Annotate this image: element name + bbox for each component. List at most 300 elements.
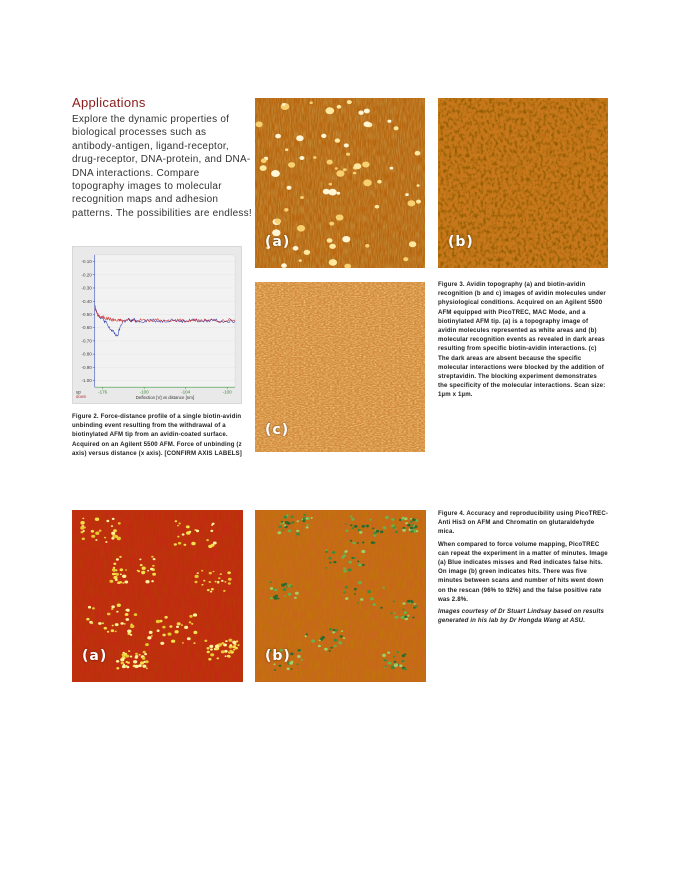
afm-feature xyxy=(391,518,395,521)
afm-feature xyxy=(233,649,235,651)
afm-feature xyxy=(151,556,154,558)
x-axis-label: Deflection [V] vs distance [nm] xyxy=(135,395,195,401)
afm-feature xyxy=(306,526,309,528)
afm-feature xyxy=(327,238,333,243)
afm-feature xyxy=(208,545,212,548)
afm-feature xyxy=(130,656,133,658)
fig4-caption-title: Figure 4. Accuracy and reproducibility using PicoTREC- Anti His3 on AFM and Chromatin on glutaraldehyde mica. xyxy=(438,510,609,536)
afm-feature xyxy=(380,531,383,534)
afm-feature xyxy=(299,156,304,160)
afm-feature xyxy=(232,641,236,644)
afm-feature xyxy=(220,573,222,575)
afm-feature xyxy=(149,631,153,634)
afm-feature xyxy=(98,622,102,625)
afm-feature xyxy=(401,660,404,662)
afm-feature xyxy=(337,105,342,109)
afm-feature xyxy=(280,523,282,525)
afm-feature xyxy=(120,568,124,571)
afm-feature xyxy=(139,559,141,561)
afm-feature xyxy=(144,653,147,655)
afm-feature xyxy=(329,259,337,266)
x-tick-label: -104 xyxy=(181,389,191,395)
afm-feature xyxy=(304,250,311,255)
afm-feature xyxy=(345,523,347,525)
afm-feature xyxy=(145,660,149,663)
afm-feature xyxy=(152,565,155,567)
afm-feature xyxy=(281,521,283,523)
afm-feature xyxy=(162,634,165,637)
afm-feature xyxy=(116,611,118,613)
afm-feature xyxy=(329,650,331,652)
afm-feature xyxy=(328,557,331,560)
afm-feature xyxy=(145,643,149,646)
afm-feature xyxy=(325,107,334,114)
afm-feature xyxy=(343,637,345,639)
afm-feature xyxy=(343,591,346,593)
afm-feature xyxy=(358,529,361,532)
afm-feature xyxy=(286,586,288,588)
fig3b-label: (b) xyxy=(448,234,474,250)
afm-feature xyxy=(284,208,288,212)
afm-feature xyxy=(117,604,121,607)
fig2-force-distance-chart xyxy=(72,246,242,404)
fig3-caption-text: Figure 3. Avidin topography (a) and biotin-avidin recognition (b and c) images of avidin molecules under physiological conditions. Acquired on an Agilent 5500 AFM equipped with PicoTREC, MAC Mode, and a biotinylated AFM tip. (a) is a topography image of avidin molecules represented as white areas and (b) molecular recognition events as revealed in dark areas resulting from specific biotin-avidin interactions. (c) The dark areas are absent because the specific molecular interactions were blocked by the addition of streptavidin. The blocking experiment demonstrates the specificity of the molecular interactions. Scan size: 1µm x 1µm. xyxy=(438,281,606,399)
afm-feature xyxy=(109,580,113,583)
afm-feature xyxy=(335,629,338,631)
afm-feature xyxy=(191,623,193,625)
afm-feature xyxy=(410,527,414,530)
afm-feature xyxy=(354,525,358,528)
afm-feature xyxy=(137,570,139,572)
afm-feature xyxy=(116,667,119,669)
afm-feature xyxy=(228,639,232,642)
afm-feature xyxy=(362,542,365,544)
afm-feature xyxy=(376,530,379,533)
afm-feature xyxy=(270,587,273,590)
afm-feature xyxy=(373,532,376,535)
afm-feature xyxy=(408,524,410,526)
afm-feature xyxy=(405,618,408,621)
afm-feature xyxy=(325,567,327,569)
afm-feature xyxy=(112,534,116,537)
afm-feature xyxy=(291,522,294,524)
afm-feature xyxy=(345,530,348,532)
afm-feature xyxy=(345,597,348,600)
afm-feature xyxy=(290,668,292,670)
afm-feature xyxy=(175,520,178,522)
afm-feature xyxy=(335,138,340,142)
afm-feature xyxy=(329,183,332,186)
afm-feature xyxy=(270,581,272,583)
afm-feature xyxy=(288,593,292,596)
afm-feature xyxy=(394,126,399,130)
afm-feature xyxy=(343,570,346,573)
afm-feature xyxy=(113,576,117,579)
afm-feature xyxy=(104,627,107,630)
afm-feature xyxy=(151,635,153,637)
afm-feature xyxy=(330,647,333,649)
afm-feature xyxy=(91,530,94,533)
afm-feature xyxy=(399,664,402,667)
afm-feature xyxy=(283,588,287,591)
afm-feature xyxy=(404,668,407,671)
afm-feature xyxy=(407,600,411,603)
afm-feature xyxy=(186,531,190,535)
afm-feature xyxy=(375,205,380,209)
afm-feature xyxy=(213,542,217,545)
afm-feature xyxy=(201,584,203,586)
afm-feature xyxy=(377,180,381,184)
afm-feature xyxy=(408,200,416,206)
afm-feature xyxy=(367,590,371,593)
fig3c-label: (c) xyxy=(265,422,290,438)
afm-feature xyxy=(282,529,284,531)
fig4a-label: (a) xyxy=(82,648,108,664)
afm-feature xyxy=(297,225,305,232)
y-tick-label: -0.50 xyxy=(81,312,92,318)
afm-feature xyxy=(295,592,299,595)
afm-feature xyxy=(83,530,85,532)
afm-feature xyxy=(415,605,418,607)
fig4b-label: (b) xyxy=(265,648,291,664)
afm-feature xyxy=(404,517,407,520)
afm-feature xyxy=(113,529,117,532)
afm-feature xyxy=(143,651,146,654)
afm-feature xyxy=(354,588,357,590)
fig4a-image xyxy=(72,510,243,682)
afm-feature xyxy=(380,607,383,609)
afm-feature xyxy=(88,606,91,609)
afm-feature xyxy=(142,567,146,570)
afm-feature xyxy=(402,529,406,532)
afm-feature xyxy=(303,514,306,516)
afm-feature xyxy=(296,135,303,141)
afm-feature xyxy=(232,645,236,648)
afm-feature xyxy=(277,598,279,600)
afm-feature xyxy=(80,521,84,524)
afm-feature xyxy=(311,639,315,642)
afm-feature xyxy=(311,517,313,519)
afm-feature xyxy=(111,605,115,608)
afm-feature xyxy=(350,524,352,526)
afm-feature xyxy=(127,630,131,633)
afm-feature xyxy=(104,537,106,539)
afm-feature xyxy=(329,628,332,631)
afm-feature xyxy=(130,634,132,636)
afm-feature xyxy=(261,158,267,163)
afm-feature xyxy=(145,580,149,583)
afm-feature xyxy=(227,571,231,574)
afm-feature xyxy=(302,520,305,523)
afm-feature xyxy=(390,612,392,614)
afm-feature xyxy=(115,631,117,633)
afm-feature xyxy=(112,625,114,627)
afm-feature xyxy=(402,654,405,657)
afm-feature xyxy=(84,527,86,529)
y-tick-label: -0.30 xyxy=(81,285,92,291)
afm-feature xyxy=(181,624,183,626)
afm-feature xyxy=(319,640,321,642)
afm-feature xyxy=(382,654,386,657)
afm-feature xyxy=(193,631,197,634)
afm-feature xyxy=(119,556,122,558)
afm-feature xyxy=(203,580,205,582)
afm-feature xyxy=(271,170,280,177)
afm-feature xyxy=(391,524,395,527)
afm-feature xyxy=(228,655,231,658)
afm-feature xyxy=(135,655,138,658)
afm-feature xyxy=(395,531,398,534)
afm-feature xyxy=(332,552,334,554)
afm-feature xyxy=(193,642,195,644)
afm-feature xyxy=(329,562,331,564)
afm-feature xyxy=(124,623,126,625)
afm-feature xyxy=(390,167,394,170)
afm-feature xyxy=(393,612,395,614)
afm-feature xyxy=(342,236,350,242)
afm-feature xyxy=(321,134,326,138)
afm-feature xyxy=(206,539,209,541)
section-heading: Applications xyxy=(72,95,146,110)
afm-feature xyxy=(179,523,181,525)
afm-feature xyxy=(113,567,115,569)
afm-feature xyxy=(275,134,281,139)
afm-feature xyxy=(350,540,352,542)
afm-feature xyxy=(346,153,350,156)
afm-feature xyxy=(82,518,84,520)
afm-feature xyxy=(260,165,267,171)
afm-feature xyxy=(168,633,172,636)
afm-feature xyxy=(125,569,127,571)
afm-feature xyxy=(217,581,219,583)
afm-feature xyxy=(142,665,146,668)
afm-feature xyxy=(410,530,413,533)
afm-feature xyxy=(212,523,215,525)
afm-feature xyxy=(274,669,276,671)
afm-feature xyxy=(120,574,122,576)
afm-feature xyxy=(99,530,102,532)
afm-feature xyxy=(113,563,116,565)
afm-feature xyxy=(287,668,290,671)
afm-feature xyxy=(223,644,227,647)
afm-feature xyxy=(175,630,179,633)
afm-feature xyxy=(150,568,153,571)
afm-feature xyxy=(412,524,414,526)
afm-feature xyxy=(294,597,297,599)
afm-feature xyxy=(372,528,374,530)
afm-feature xyxy=(225,655,227,657)
afm-feature xyxy=(335,167,338,169)
afm-feature xyxy=(306,633,308,635)
afm-feature xyxy=(359,531,362,534)
afm-feature xyxy=(210,653,214,656)
afm-feature xyxy=(140,661,144,664)
afm-feature xyxy=(279,526,282,529)
afm-feature xyxy=(417,184,420,187)
afm-feature xyxy=(414,525,417,528)
fig3a-topography-image xyxy=(255,98,425,268)
afm-feature xyxy=(414,603,416,605)
afm-feature xyxy=(91,535,95,538)
afm-feature xyxy=(176,626,179,628)
afm-feature xyxy=(135,653,138,655)
afm-feature xyxy=(274,589,277,592)
afm-feature xyxy=(218,577,220,579)
afm-feature xyxy=(210,591,212,593)
afm-feature xyxy=(139,654,141,656)
afm-feature xyxy=(329,244,336,249)
afm-feature xyxy=(195,575,199,578)
afm-feature xyxy=(174,543,177,545)
afm-feature xyxy=(344,550,347,553)
afm-feature xyxy=(395,616,399,619)
afm-feature xyxy=(388,662,392,665)
afm-feature xyxy=(237,644,239,646)
afm-feature xyxy=(106,520,109,522)
afm-feature xyxy=(116,558,119,560)
afm-feature xyxy=(223,590,226,592)
afm-feature xyxy=(347,100,352,104)
afm-feature xyxy=(358,581,362,584)
afm-feature xyxy=(343,168,347,171)
afm-feature xyxy=(228,578,232,581)
afm-feature xyxy=(325,549,327,551)
afm-feature xyxy=(82,538,85,541)
afm-feature xyxy=(348,561,352,564)
afm-feature xyxy=(221,580,224,582)
afm-feature xyxy=(221,650,225,653)
afm-feature xyxy=(343,554,347,557)
afm-feature xyxy=(151,580,154,582)
afm-feature xyxy=(164,616,167,619)
afm-feature xyxy=(95,539,97,541)
afm-feature xyxy=(102,622,104,624)
afm-feature xyxy=(291,516,294,518)
fig3b-recognition-image xyxy=(438,98,608,268)
afm-feature xyxy=(134,665,138,668)
afm-feature xyxy=(362,162,370,168)
y-tick-label: -0.60 xyxy=(81,325,92,331)
afm-feature xyxy=(92,607,95,609)
afm-feature xyxy=(281,584,285,587)
afm-feature xyxy=(365,244,369,248)
afm-feature xyxy=(126,666,129,668)
afm-feature xyxy=(287,186,292,190)
afm-feature xyxy=(275,219,282,224)
afm-feature xyxy=(115,623,119,626)
afm-feature xyxy=(209,645,213,648)
afm-feature xyxy=(341,630,343,632)
afm-feature xyxy=(370,597,374,600)
afm-feature xyxy=(115,579,118,581)
afm-feature xyxy=(373,534,376,537)
afm-feature xyxy=(147,570,149,572)
afm-feature xyxy=(372,603,375,606)
fig3-caption xyxy=(438,280,608,403)
afm-feature xyxy=(128,650,130,652)
afm-feature xyxy=(385,666,387,668)
afm-feature xyxy=(182,642,184,644)
afm-feature xyxy=(178,542,181,545)
afm-feature xyxy=(184,544,187,546)
afm-feature xyxy=(285,148,288,151)
afm-feature xyxy=(351,518,355,521)
intro-text: Explore the dynamic properties of biological processes such as antibody-antigen, ligand-receptor, drug-receptor, DNA-protein, and DNA-DNA interactions. Compare topography images to molecular recognition maps and adhesion patterns. The possibilities are endless! xyxy=(72,114,252,219)
afm-feature xyxy=(147,636,151,639)
afm-feature xyxy=(370,519,372,521)
fig4-caption-credit: Images courtesy of Dr Stuart Lindsay based on results generated in his lab by Dr Hongda Wang at ASU. xyxy=(438,608,605,625)
y-axis-label-line1: up xyxy=(75,389,81,395)
afm-feature xyxy=(273,596,276,598)
afm-feature xyxy=(297,520,299,522)
afm-feature xyxy=(288,162,295,168)
afm-feature xyxy=(412,518,416,521)
afm-feature xyxy=(228,582,231,584)
afm-feature xyxy=(279,665,282,667)
afm-feature xyxy=(124,581,128,584)
afm-feature xyxy=(318,645,321,647)
afm-feature xyxy=(351,527,354,529)
afm-feature xyxy=(207,651,210,654)
afm-feature xyxy=(215,581,217,583)
afm-feature xyxy=(313,156,316,159)
afm-feature xyxy=(344,143,349,147)
y-axis-label-line2: down xyxy=(75,394,87,400)
afm-feature xyxy=(363,179,371,186)
afm-feature xyxy=(189,615,192,618)
afm-feature xyxy=(301,659,303,661)
y-tick-label: -0.80 xyxy=(81,351,92,357)
afm-feature xyxy=(105,541,107,543)
y-tick-label: -0.40 xyxy=(81,298,92,304)
afm-feature xyxy=(407,615,409,617)
afm-feature xyxy=(177,536,179,538)
afm-feature xyxy=(270,597,273,599)
afm-feature xyxy=(382,587,385,589)
afm-feature xyxy=(403,257,408,261)
afm-feature xyxy=(361,550,365,553)
y-tick-label: -0.90 xyxy=(81,364,92,370)
x-tick-label: -100 xyxy=(139,389,149,395)
afm-feature xyxy=(112,568,116,571)
afm-feature xyxy=(171,640,175,643)
afm-feature xyxy=(197,572,199,574)
afm-feature xyxy=(189,621,192,623)
afm-feature xyxy=(404,616,407,618)
afm-feature xyxy=(107,613,111,616)
afm-feature xyxy=(394,661,397,663)
afm-feature xyxy=(120,622,123,625)
afm-feature xyxy=(126,609,130,612)
afm-feature xyxy=(410,518,412,520)
afm-feature xyxy=(409,241,416,247)
afm-feature xyxy=(118,522,120,524)
fig3a-label: (a) xyxy=(265,234,291,250)
afm-feature xyxy=(208,658,211,661)
fig3c-blocked-image xyxy=(255,282,425,452)
afm-feature xyxy=(195,581,198,583)
afm-feature xyxy=(107,631,109,633)
afm-feature xyxy=(357,561,359,563)
afm-feature xyxy=(224,581,226,583)
afm-feature xyxy=(177,622,181,625)
afm-feature xyxy=(383,526,387,529)
afm-feature xyxy=(329,222,334,226)
afm-feature xyxy=(387,120,391,123)
x-tick-label: -100 xyxy=(222,389,232,395)
afm-feature xyxy=(333,561,336,563)
afm-feature xyxy=(225,640,228,642)
